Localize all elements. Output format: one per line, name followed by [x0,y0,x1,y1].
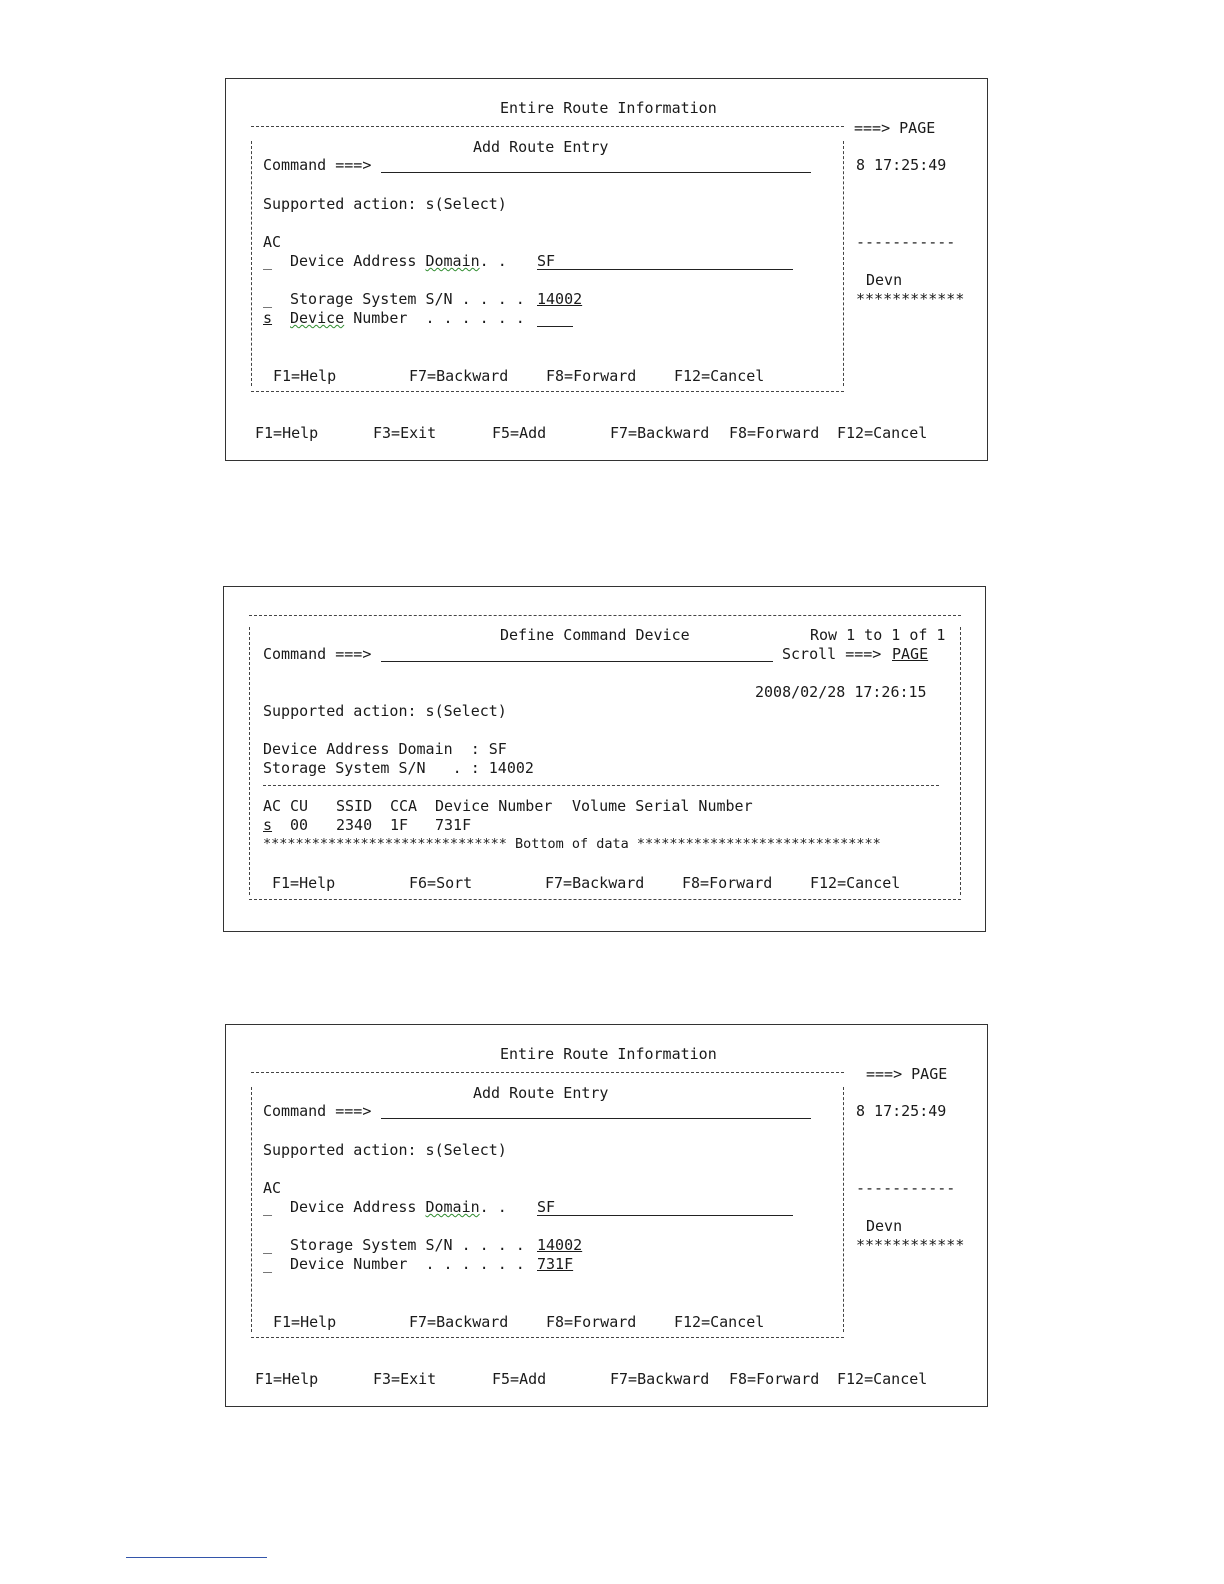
ac-header: AC [263,233,282,251]
f12-cancel[interactable]: F12=Cancel [837,1370,928,1388]
storage-value[interactable]: 14002 [537,1236,583,1254]
row-devn: 731F [435,816,472,834]
underlying-time: 8 17:25:49 [856,1102,947,1120]
domain-label [290,252,507,270]
footnote-separator [126,1557,267,1558]
popup-title: Add Route Entry [473,138,609,156]
col-header-cu: CU [290,797,309,815]
f3-exit[interactable]: F3=Exit [373,1370,437,1388]
domain-value[interactable]: SF [537,1198,556,1216]
datetime: 2008/02/28 17:26:15 [755,683,927,701]
f3-exit[interactable]: F3=Exit [373,424,437,442]
domain-line: Device Address Domain : SF [263,740,507,758]
ac-field-device-number[interactable]: _ [263,1255,273,1273]
f6-sort[interactable]: F6=Sort [409,874,473,892]
domain-label-text: Device Address [290,252,417,270]
bottom-of-data: ****************************** Bottom of data ****************************** [263,836,881,852]
underlying-devn-header: Devn [866,1217,903,1235]
command-label: Command ===> [263,1102,372,1120]
row-cu: 00 [290,816,309,834]
underlying-time: 8 17:25:49 [856,156,947,174]
popup-right-border [843,141,844,386]
ac-field-domain[interactable]: _ [263,1198,273,1216]
underlying-devn-header: Devn [866,271,903,289]
col-header-devn: Device Number [435,797,553,815]
panel-bottom-border [249,899,961,900]
f5-add[interactable]: F5=Add [492,424,547,442]
popup-f8-forward[interactable]: F8=Forward [546,1313,637,1331]
ac-field-storage[interactable]: _ [263,1236,273,1254]
command-label: Command ===> [263,156,372,174]
device-number-value[interactable]: 731F [537,1255,574,1273]
scroll-value[interactable]: PAGE [892,645,929,663]
f8-forward[interactable]: F8=Forward [729,1370,820,1388]
storage-line: Storage System S/N . : 14002 [263,759,534,777]
popup-left-border [251,1087,252,1332]
popup-right-border [843,1087,844,1332]
popup-top-border [251,1072,844,1073]
command-input[interactable] [381,1100,811,1119]
screen-add-route-entry [225,78,988,461]
popup-f7-backward[interactable]: F7=Backward [409,367,509,385]
underlying-stars: ************ [856,1236,965,1254]
underlying-dashes: ----------- [856,1179,956,1197]
f7-backward[interactable]: F7=Backward [610,424,710,442]
row-cca: 1F [390,816,409,834]
f1-help[interactable]: F1=Help [272,874,336,892]
popup-top-border [251,126,844,127]
ac-header: AC [263,1179,282,1197]
device-label-squiggle: Device [290,309,345,327]
scroll-label: Scroll ===> [782,645,882,663]
col-header-ac: AC [263,797,282,815]
command-label: Command ===> [263,645,372,663]
underlying-stars: ************ [856,290,965,308]
screen-define-command-device [223,586,986,932]
panel-top-border [249,615,961,616]
f7-backward[interactable]: F7=Backward [610,1370,710,1388]
domain-label-text: Device Address [290,1198,417,1216]
f8-forward[interactable]: F8=Forward [682,874,773,892]
ac-field-domain[interactable]: _ [263,252,273,270]
screen-title: Entire Route Information [500,1045,717,1063]
device-label-text: Number . . . . . . [353,309,525,327]
f1-help[interactable]: F1=Help [255,1370,319,1388]
domain-label [290,1198,507,1216]
f8-forward[interactable]: F8=Forward [729,424,820,442]
table-separator [263,785,939,786]
supported-action: Supported action: s(Select) [263,195,507,213]
panel-right-border [960,627,961,895]
f1-help[interactable]: F1=Help [255,424,319,442]
domain-label-squiggle: Domain [425,1198,480,1216]
popup-f1-help[interactable]: F1=Help [273,367,337,385]
domain-dots: . . [479,1198,507,1216]
popup-f1-help[interactable]: F1=Help [273,1313,337,1331]
domain-dots: . . [479,252,507,270]
row-ssid: 2340 [336,816,373,834]
ac-field-storage[interactable]: _ [263,290,273,308]
popup-bottom-border [251,1337,844,1338]
col-header-cca: CCA [390,797,418,815]
screen-title: Entire Route Information [500,99,717,117]
col-header-volser: Volume Serial Number [572,797,753,815]
domain-value-underline [537,269,793,270]
domain-label-squiggle: Domain [425,252,480,270]
device-number-label: Device Number . . . . . . [290,1255,525,1273]
ac-field-device-number[interactable]: s [263,309,273,327]
domain-value-underline [537,1215,793,1216]
underlying-dashes: ----------- [856,233,956,251]
popup-f12-cancel[interactable]: F12=Cancel [674,367,765,385]
storage-value[interactable]: 14002 [537,290,583,308]
row-info: Row 1 to 1 of 1 [810,626,946,644]
popup-left-border [251,141,252,386]
command-input[interactable] [381,643,773,662]
panel-title: Define Command Device [500,626,690,644]
popup-f8-forward[interactable]: F8=Forward [546,367,637,385]
f5-add[interactable]: F5=Add [492,1370,547,1388]
popup-title: Add Route Entry [473,1084,609,1102]
storage-label: Storage System S/N . . . . [290,1236,525,1254]
col-header-ssid: SSID [336,797,373,815]
popup-f7-backward[interactable]: F7=Backward [409,1313,509,1331]
device-number-input[interactable] [537,308,573,327]
f12-cancel[interactable]: F12=Cancel [810,874,901,892]
command-input[interactable] [381,154,811,173]
popup-f12-cancel[interactable]: F12=Cancel [674,1313,765,1331]
panel-left-border [249,627,250,895]
supported-action: Supported action: s(Select) [263,1141,507,1159]
domain-value[interactable]: SF [537,252,556,270]
popup-bottom-border [251,391,844,392]
storage-label: Storage System S/N . . . . [290,290,525,308]
underlying-scroll: ===> PAGE [866,1065,948,1083]
row-ac-select[interactable]: s [263,816,273,834]
supported-action: Supported action: s(Select) [263,702,507,720]
screen-add-route-entry-filled [225,1024,988,1407]
f12-cancel[interactable]: F12=Cancel [837,424,928,442]
device-number-label [290,309,525,327]
underlying-scroll: ===> PAGE [854,119,936,137]
f7-backward[interactable]: F7=Backward [545,874,645,892]
